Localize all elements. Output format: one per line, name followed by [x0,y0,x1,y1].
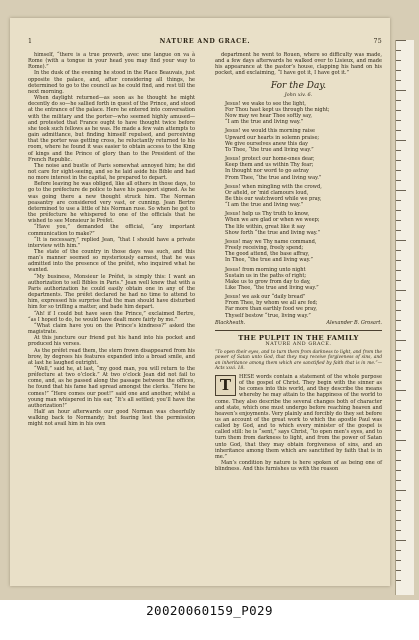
ruler-tick [396,210,401,211]
poem [215,101,382,319]
ruler-tick [396,320,401,321]
paragraph: department he went to Rouen, where so difficulty was made, and a few days afterwards he walked over to Lisieux, and made his appearance at the pastor’s house, clapping his hand on his pocket, and exclaiming, “I have got it, I have got it.” [215,52,382,77]
poem-author: Alexander B. Grosart. [326,319,382,326]
ruler-tick [396,380,401,381]
ruler-tick [396,480,401,481]
header-left-mark: 1 [28,38,33,45]
poem-line: Be this our watchword while we pray, [225,195,322,202]
poem-line: Jesus! from morning unto night [225,266,306,273]
poem-line: Make us to grow from day to day, [225,278,311,285]
poem-line: When we are glad or when we weep; [225,217,320,224]
ruler-tick [396,460,401,461]
ruler-tick [396,500,401,501]
ruler-tick [396,60,401,61]
ruler-tick [396,450,401,451]
poem-line: In thought nor word to go astray [225,168,309,175]
poem-line: Jesus! we ask our “daily bread” [225,294,306,301]
poem-line: The good attend, the base affray, [225,251,310,258]
paragraph: At this juncture our friend put his hand into his pocket and produced his verses. [28,335,195,348]
paragraph: “Well,” said he, at last, “my good man, you will return to the préfecture at two o’clock.” At two o’clock Jean did not fail to come, and, as he passed along the passage between the offices, he found that his fame had spread amongst the clerks. “Here he comes!” “Here comes our poet!” said one and another, whilst a young man whispered in his ear, “It’s all settled; you’ll have the authorization!” [28,365,195,409]
paragraph: himself, “there is a true proverb, avec une langue on va à Rome (with a tongue in your head you may find your way to Rome).” [28,52,195,71]
paragraph: The noise and bustle of Paris somewhat annoyed him; he did not care for sight-seeing, and so he laid aside his Bible and had no more interest in the capital, he prepared to depart. [28,162,195,182]
ruler-tick [396,250,401,251]
ruler-tick [396,170,401,171]
poem-line: Jesus! when mingling with the crowd, [225,183,322,190]
poem-line: The life within, great like it say [225,223,306,230]
ruler-tick [396,330,401,331]
poem-line: Thyself bestow “true, living way.” [225,312,311,319]
paragraph: As the préfet read them, the stern frown disappeared from his brow, by degrees his features expanded into a broad smile, and at last he laughed outright. [28,347,195,366]
poem-line: Sustain us in the paths of right; [225,272,307,279]
ruler-tick [396,360,401,361]
ruler-tick [396,90,406,91]
paragraph: The state of the country in those days was such, and this man’s manner seemed so mysteriously earnest, that he was admitted into the presence of the préfet, who inquired what he wanted. [28,249,195,274]
ruler-tick [396,280,401,281]
ruler-tick [396,150,401,151]
poem-line: “I am the true and living way.” [225,119,304,126]
paragraph: “Have you,” demanded the official, “any important communication to make?” [28,224,195,237]
ruler-tick [396,410,401,411]
paragraph: When daylight returned—as soon as he thought he might decently do so—he sallied forth in quest of the Prince, and stood at the entrance of the palace. Here he entered into conversation with the military and the porter—who seemed highly amused—and protested that France ought to have thought twice before she took such fellows as he was. He made a few vain attempts to gain admittance, but finding himself repulsed, and perceiving that the porter was getting cross, he reluctantly returned to his room, where he found it was easier to obtain access to the King of kings and the Prince of glory than to the President of the French Republic. [28,95,195,163]
ruler-tick [396,80,401,81]
paragraph: “My business, Monsieur le Préfet, is simply this: I want an authorization to sell Bibles in Paris.” Jean well knew that with a Paris authorization he could easily obtain one in any of the departments. The préfet declared he had no time to attend to him, expressed his surprise that the man should have disturbed him for so trifling a matter, and bade him depart. [28,273,195,311]
poem-line: Freely receiving, freely spend; [225,245,304,252]
section-epigraph: “To open their eyes, and to turn them from darkness to light, and from the power of Satan unto God, that they may receive forgiveness of sins, and an inheritance among them which are sanctified by faith that is in me.”—Acts xxvi. 18. [215,350,382,371]
ruler-tick [396,440,406,441]
poem-line: To Thee, “the true and living way.” [225,146,314,153]
ruler-tick [396,120,401,121]
poem-line: Now may we hear Thee softly say, [225,113,312,120]
page-number: 75 [373,38,382,45]
poem-line: From Thee, “the true and living way.” [225,174,322,181]
section-divider [215,330,382,331]
poem-line: For Thou hast kept us through the night; [225,106,330,113]
ruler-tick [396,220,401,221]
ruler-tick [396,580,401,581]
ruler-tick [396,290,406,291]
ruler-tick [396,260,401,261]
drop-cap: T [215,375,236,396]
poem-line: Jesus! help us Thy truth to know, [225,211,310,218]
paragraph: In the dusk of the evening he stood in the Place Beauvais, just opposite the palace, and, after considering all things, he determined to go to the council as he could find, and rest till the next morning. [28,70,195,95]
ruler-tick [396,550,401,551]
poem-line: Show forth “the true and living way.” [225,229,321,236]
ruler-tick [396,470,401,471]
sermon-body [215,374,382,473]
ruler-tick [396,180,401,181]
ruler-tick [396,390,406,391]
ruler-tick [396,560,401,561]
poem-line: Upward our hearts in solemn praise; [225,134,320,141]
ruler-tick [396,490,406,491]
ruler-tick [396,270,401,271]
poem-reference: John xiv. 6. [284,91,313,98]
ruler-tick [396,420,401,421]
ruler-tick [396,370,401,371]
poem-line: Keep them and us within Thy fear; [225,162,314,169]
sermon-paragraph: HESE words contain a statement of the whole purpose of the gospel of Christ. They begin with the sinner as he comes into this world, and they describe the means whereby he may attain to the happiness of the world to come. They also describe the several changes both of character and state, which one must undergo before reaching heaven and heaven’s enjoyments. Very plainly and forcibly do they set before us an account of the great work to which the apostle Paul was called by God, and to which every minister of the gospel is called still: he is “sent,” says Christ, “to open men’s eyes, and to turn them from darkness to light, and from the power of Satan unto God, that they may obtain forgiveness of sins, and an inheritance among them which are sanctified by faith that is in me.” [215,373,382,460]
sermon-text [215,374,382,473]
ruler-tick [396,50,401,51]
sermon-paragraph: Man’s condition by nature is here spoken of as being one of blindness. And this furnishes us with the reason [215,460,382,473]
paragraph: Before leaving he was obliged, like all others in those days, to go to the préfecture de police to have his passport signed. As he was going there a new thought struck him. The Norman peasantry are considered very vast, or cunning. Jean Bertre determined to use a little of his Norman ruse. So when he got to the préfecture he whispered to one of the officials that he wished to see Monsieur le Préfet. [28,181,195,225]
ruler-tick [396,70,401,71]
ruler-tick [396,350,401,351]
header-title: NATURE AND GRACE. [159,38,251,45]
ruler-tick [396,190,406,191]
paragraph: Half an hour afterwards our good Norman was cheerfully walking back to Normandy; but fearing lest the permission might not avail him in his own [28,409,195,428]
ruler-tick [396,110,401,111]
ruler-tick [396,230,401,231]
running-header [28,38,382,48]
ruler-tick [396,310,401,311]
ruler-tick [396,530,401,531]
poem-line: Jesus! may we Thy name command, [225,238,317,245]
ruler-tick [396,160,401,161]
ruler-tick [396,40,406,41]
poem-line: From Thee, by whom we all are fed; [225,300,318,307]
ruler-tick [396,430,401,431]
poem-place: Blackheath. [215,319,246,326]
poem-title: For the Day. [270,80,327,91]
ruler-tick [396,520,401,521]
section-subtitle: NATURE AND GRACE. [265,341,332,347]
poem-line: Far more than earthly food we pray, [225,306,318,313]
ruler-tick [396,570,401,571]
ruler-tick [396,510,401,511]
poem-line: Jesus! protect our home-ones dear, [225,156,315,163]
ruler-tick [396,140,406,141]
poem-line: Jesus! we would this morning raise [225,128,315,135]
right-column [215,52,382,472]
section-title: THE PULPIT IN THE FAMILY [238,333,359,342]
poem-line: Like Thee, “the true and living way.” [225,285,319,291]
left-column [28,52,195,428]
ruler-tick [396,100,401,101]
ruler-tick [396,540,406,541]
ruler-tick [396,130,401,131]
ruler-tick [396,300,401,301]
ruler-tick [396,400,401,401]
scan-caption: 20020060159_P029 [146,603,273,618]
poem-line: In Thee, “the true and living way.” [225,257,313,264]
ruler-tick [396,340,406,341]
poem-line: “I am the true and living way.” [225,202,304,209]
poem-line: Jesus! we wake to see the light, [225,100,307,107]
poem-signature [215,320,382,326]
paragraph: “It is necessary,” replied Jean, “that I should have a private interview with him.” [28,236,195,249]
poem-line: We give ourselves anew this day [225,140,308,147]
ruler-tick [396,240,406,241]
paragraph: “What claim have you on the Prince’s kindness?” asked the magistrate. [28,322,195,336]
poem-line: Or afield, or ’mid clamours loud, [225,189,309,196]
ruler-tick [396,200,401,201]
scan-ruler [395,40,414,595]
right-top-text [215,52,382,77]
paragraph: “Ah! if I could but have seen the Prince,” exclaimed Bertre, “as I hoped to do, he would have dealt more fairly by me.” [28,310,195,323]
